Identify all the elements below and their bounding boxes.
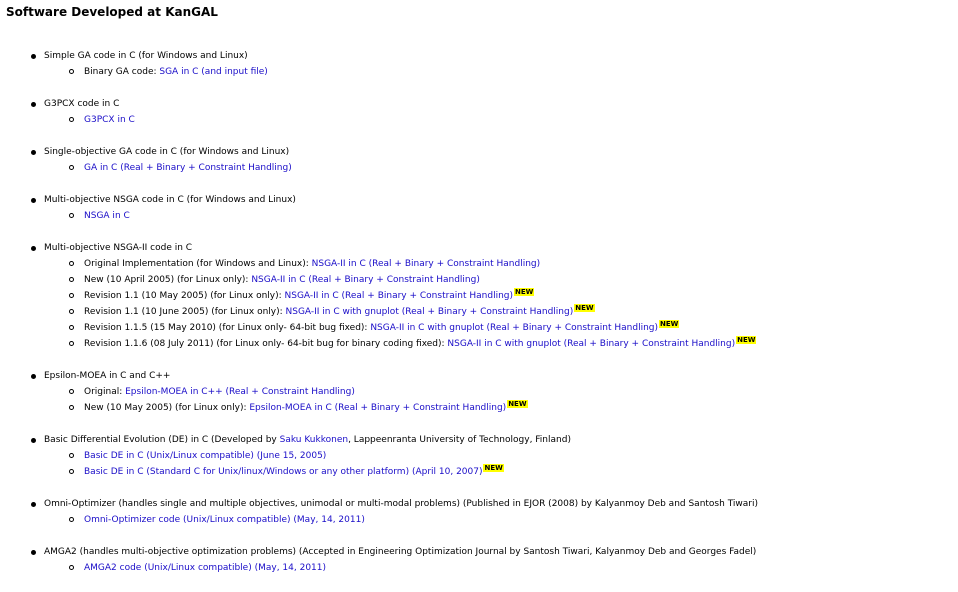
section-heading <box>44 192 958 208</box>
section-heading <box>44 144 958 160</box>
download-link[interactable]: NSGA in C <box>84 211 130 221</box>
sub-list <box>44 384 958 416</box>
download-link[interactable]: Basic DE in C (Unix/Linux compatible) (June 15, 2005) <box>84 451 327 461</box>
sub-list <box>44 64 958 80</box>
item-text: Binary GA code: <box>84 67 160 77</box>
item-text: Simple GA code in C (for Windows and Linux) <box>44 51 248 61</box>
sub-list <box>44 208 958 224</box>
item-text: Epsilon-MOEA in C and C++ <box>44 371 171 381</box>
download-link[interactable]: SGA in C (and input file) <box>159 67 268 77</box>
download-link[interactable]: Epsilon-MOEA in C++ (Real + Constraint Handling) <box>125 387 355 397</box>
download-link[interactable]: Basic DE in C (Standard C for Unix/linux/Windows or any other platform) (April 10, 2007) <box>84 467 483 477</box>
sub-list <box>44 256 958 352</box>
software-section <box>0 48 958 80</box>
section-heading <box>44 368 958 384</box>
list-item <box>44 112 958 128</box>
item-text: Original: <box>84 387 126 397</box>
list-item <box>44 304 958 320</box>
section-heading <box>44 432 958 448</box>
item-text: Single-objective GA code in C (for Windows and Linux) <box>44 147 290 157</box>
software-section <box>0 144 958 176</box>
software-list <box>0 48 958 592</box>
section-heading <box>44 48 958 64</box>
list-item <box>44 160 958 176</box>
new-badge: NEW <box>575 304 594 312</box>
software-section <box>0 496 958 528</box>
software-section <box>0 544 958 576</box>
download-link[interactable]: Epsilon-MOEA in C (Real + Binary + Constraint Handling) <box>249 403 507 413</box>
item-text: Omni-Optimizer (handles single and multiple objectives, unimodal or multi-modal problems) (Published in EJOR (2008) by Kalyanmoy Deb and Santosh Tiwari) <box>44 499 758 509</box>
item-text: Multi-objective NSGA-II code in C <box>44 243 193 253</box>
sub-list <box>44 448 958 480</box>
item-text: Multi-objective NSGA code in C (for Windows and Linux) <box>44 195 296 205</box>
list-item <box>44 400 958 416</box>
section-heading <box>44 544 958 560</box>
sub-list <box>44 512 958 528</box>
item-text: Revision 1.1 (10 June 2005) (for Linux only): <box>84 307 286 317</box>
software-section <box>0 432 958 480</box>
download-link[interactable]: Saku Kukkonen <box>279 435 349 445</box>
software-section <box>0 368 958 416</box>
software-section <box>0 192 958 224</box>
download-link[interactable]: NSGA-II in C (Real + Binary + Constraint Handling) <box>311 259 541 269</box>
list-item <box>44 512 958 528</box>
new-badge: NEW <box>515 288 534 296</box>
item-text: Revision 1.1.6 (08 July 2011) (for Linux only- 64-bit bug for binary coding fixed): <box>84 339 448 349</box>
item-text: G3PCX code in C <box>44 99 120 109</box>
download-link[interactable]: NSGA-II in C (Real + Binary + Constraint Handling) <box>284 291 514 301</box>
sub-list <box>44 112 958 128</box>
list-item <box>44 336 958 352</box>
item-text: AMGA2 (handles multi-objective optimization problems) (Accepted in Engineering Optimization Journal by Santosh Tiwari, Kalyanmoy Deb and Georges Fadel) <box>44 547 757 557</box>
download-link[interactable]: G3PCX in C <box>84 115 135 125</box>
sub-list <box>44 160 958 176</box>
new-badge: NEW <box>508 400 527 408</box>
item-text: , Lappeenranta University of Technology, Finland) <box>348 435 571 445</box>
download-link[interactable]: NSGA-II in C with gnuplot (Real + Binary + Constraint Handling) <box>447 339 736 349</box>
download-link[interactable]: NSGA-II in C with gnuplot (Real + Binary + Constraint Handling) <box>370 323 659 333</box>
list-item <box>44 320 958 336</box>
item-text: Basic Differential Evolution (DE) in C (Developed by <box>44 435 280 445</box>
download-link[interactable]: NSGA-II in C (Real + Binary + Constraint Handling) <box>251 275 480 285</box>
item-text: New (10 April 2005) (for Linux only): <box>84 275 252 285</box>
download-link[interactable]: GA in C (Real + Binary + Constraint Handling) <box>84 163 292 173</box>
download-link[interactable]: Omni-Optimizer code (Unix/Linux compatible) (May, 14, 2011) <box>84 515 365 525</box>
list-item <box>44 464 958 480</box>
list-item <box>44 256 958 272</box>
item-text: Revision 1.1.5 (15 May 2010) (for Linux only- 64-bit bug fixed): <box>84 323 371 333</box>
new-badge: NEW <box>737 336 756 344</box>
list-item <box>44 64 958 80</box>
item-text: Revision 1.1 (10 May 2005) (for Linux only): <box>84 291 285 301</box>
list-item <box>44 272 958 288</box>
software-section <box>0 96 958 128</box>
new-badge: NEW <box>484 464 503 472</box>
software-section <box>0 240 958 352</box>
list-item <box>44 384 958 400</box>
item-text: Original Implementation (for Windows and Linux): <box>84 259 312 269</box>
section-heading <box>44 96 958 112</box>
sub-list <box>44 560 958 576</box>
list-item <box>44 288 958 304</box>
download-link[interactable]: NSGA-II in C with gnuplot (Real + Binary + Constraint Handling) <box>285 307 574 317</box>
new-badge: NEW <box>660 320 679 328</box>
list-item <box>44 208 958 224</box>
section-heading <box>44 240 958 256</box>
item-text: New (10 May 2005) (for Linux only): <box>84 403 250 413</box>
list-item <box>44 448 958 464</box>
download-link[interactable]: AMGA2 code (Unix/Linux compatible) (May, 14, 2011) <box>84 563 327 573</box>
section-heading <box>44 496 958 512</box>
list-item <box>44 560 958 576</box>
page-title: Software Developed at KanGAL <box>6 5 218 19</box>
